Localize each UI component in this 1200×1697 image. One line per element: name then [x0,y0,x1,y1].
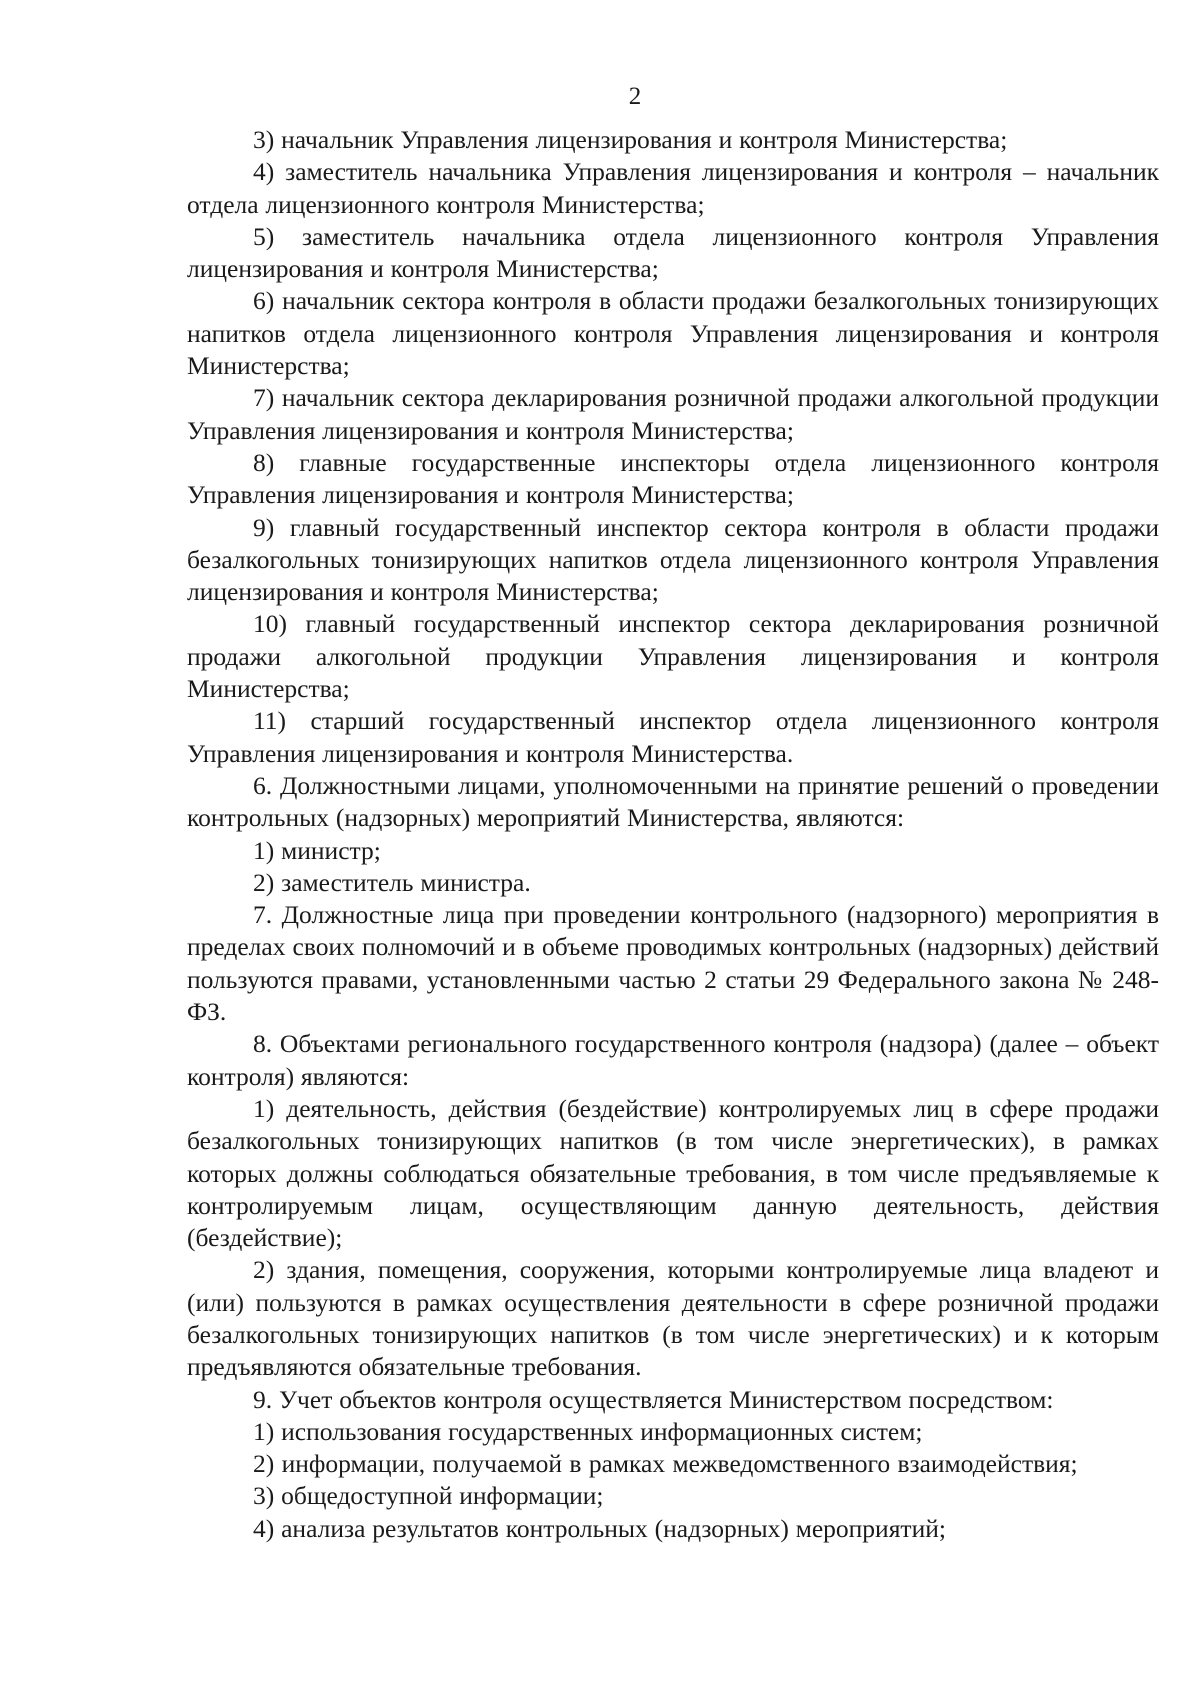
list-item: 11) старший государственный инспектор отдела лицензионного контроля Управления лицензирования и контроля Министерства. [187,706,1159,768]
list-item: 8) главные государственные инспекторы отдела лицензионного контроля Управления лицензирования и контроля Министерства; [187,447,1159,510]
list-item: 2) информации, получаемой в рамках межведомственного взаимодействия; [253,1449,1078,1479]
list-item: 1) деятельность, действия (бездействие) контролируемых лиц в сфере продажи безалкогольных тонизирующих напитков (в том числе энергетических), в рамках которых должны соблюдаться обязательные требования, в том числе предъявляемые к контролируемым лицам, осуществляющим данную деятельность, действия (бездействие); [187,1093,1159,1253]
section-paragraph: 9. Учет объектов контроля осуществляется Министерством посредством: [253,1384,1054,1414]
section-paragraph: 6. Должностными лицами, уполномоченными на принятие решений о проведении контрольных (надзорных) мероприятий Министерства, являются: [187,770,1159,833]
document-body [187,124,1159,1545]
list-item: 1) использования государственных информационных систем; [253,1416,923,1446]
list-item: 9) главный государственный инспектор сектора контроля в области продажи безалкогольных тонизирующих напитков отдела лицензионного контроля Управления лицензирования и контроля Министерства; [187,512,1159,607]
list-item: 3) общедоступной информации; [253,1481,604,1511]
page-number: 2 [628,83,642,110]
list-item: 7) начальник сектора декларирования розничной продажи алкогольной продукции Управления лицензирования и контроля Министерства; [187,383,1159,445]
list-item: 3) начальник Управления лицензирования и контроля Министерства; [253,125,1008,154]
list-item: 5) заместитель начальника отдела лицензионного контроля Управления лицензирования и контроля Министерства; [187,221,1159,284]
section-paragraph: 8. Объектами регионального государственного контроля (надзора) (далее – объект контроля) являются: [187,1029,1159,1091]
list-item: 4) заместитель начальника Управления лицензирования и контроля – начальник отдела лицензионного контроля Министерства; [187,157,1159,219]
section-paragraph: 7. Должностные лица при проведении контрольного (надзорного) мероприятия в пределах своих полномочий и в объеме проводимых контрольных (надзорных) действий пользуются правами, установленными частью 2 статьи 29 Федерального закона № 248-ФЗ. [187,900,1159,1027]
list-item: 4) анализа результатов контрольных (надзорных) мероприятий; [253,1513,946,1543]
list-item: 2) заместитель министра. [253,867,531,897]
list-item: 2) здания, помещения, сооружения, которыми контролируемые лица владеют и (или) пользуются в рамках осуществления деятельности в сфере розничной продажи безалкогольных тонизирующих напитков (в том числе энергетических) и к которым предъявляются обязательные требования. [187,1255,1159,1382]
list-item: 1) министр; [253,835,381,865]
list-item: 10) главный государственный инспектор сектора декларирования розничной продажи алкогольной продукции Управления лицензирования и контроля Министерства; [187,609,1159,704]
list-item: 6) начальник сектора контроля в области продажи безалкогольных тонизирующих напитков отдела лицензионного контроля Управления лицензирования и контроля Министерства; [187,286,1159,381]
